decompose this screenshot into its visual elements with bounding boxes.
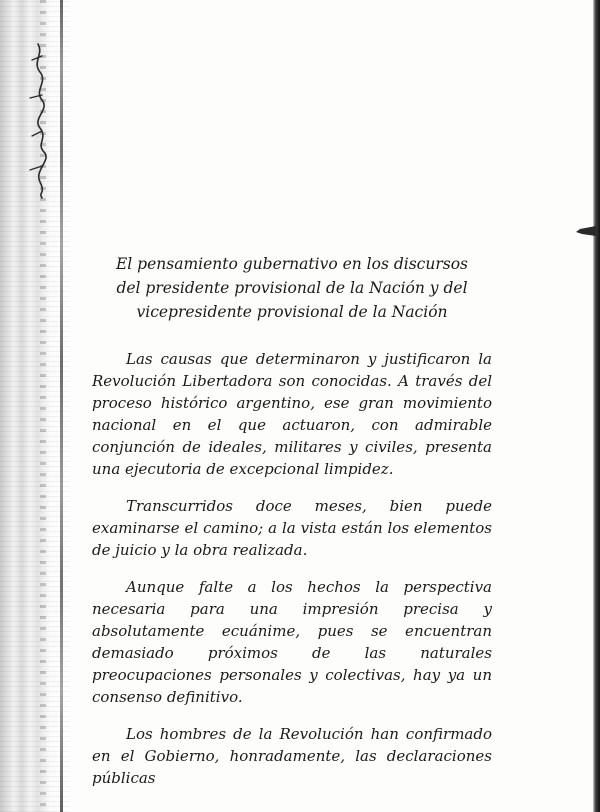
scan-edge-mark [574,224,596,238]
binding-edge [60,0,63,812]
paragraph: Aunque falte a los hechos la perspectiva necesaria para una impresión precisa y absolutamente ecuánime, pues se encuentran demasiado próximos de las naturales preocupaciones personales y colectivas, hay ya un consenso definitivo. [92,578,492,706]
page-right-edge [593,0,600,812]
heading-line: El pensamiento gubernativo en los discursos [115,255,468,273]
paragraph: Los hombres de la Revolución han confirmado en el Gobierno, honradamente, las declaraciones públicas [92,725,492,787]
heading-line: vicepresidente provisional de la Nación [136,303,448,321]
paragraph: Las causas que determinaron y justificaron la Revolución Libertadora son conocidas. A través del proceso histórico argentino, ese gran movimiento nacional en el que actuaron, con admirable conjunción de ideales, militares y civiles, presenta una ejecutoria de excepcional limpidez. [92,350,492,478]
heading-line: del presidente provisional de la Nación y del [116,279,468,297]
section-heading [92,252,492,324]
document-body [92,252,492,804]
paragraph: Transcurridos doce meses, bien puede examinarse el camino; a la vista están los elementos de juicio y la obra realizada. [92,497,492,559]
handwritten-margin-note [18,40,58,200]
